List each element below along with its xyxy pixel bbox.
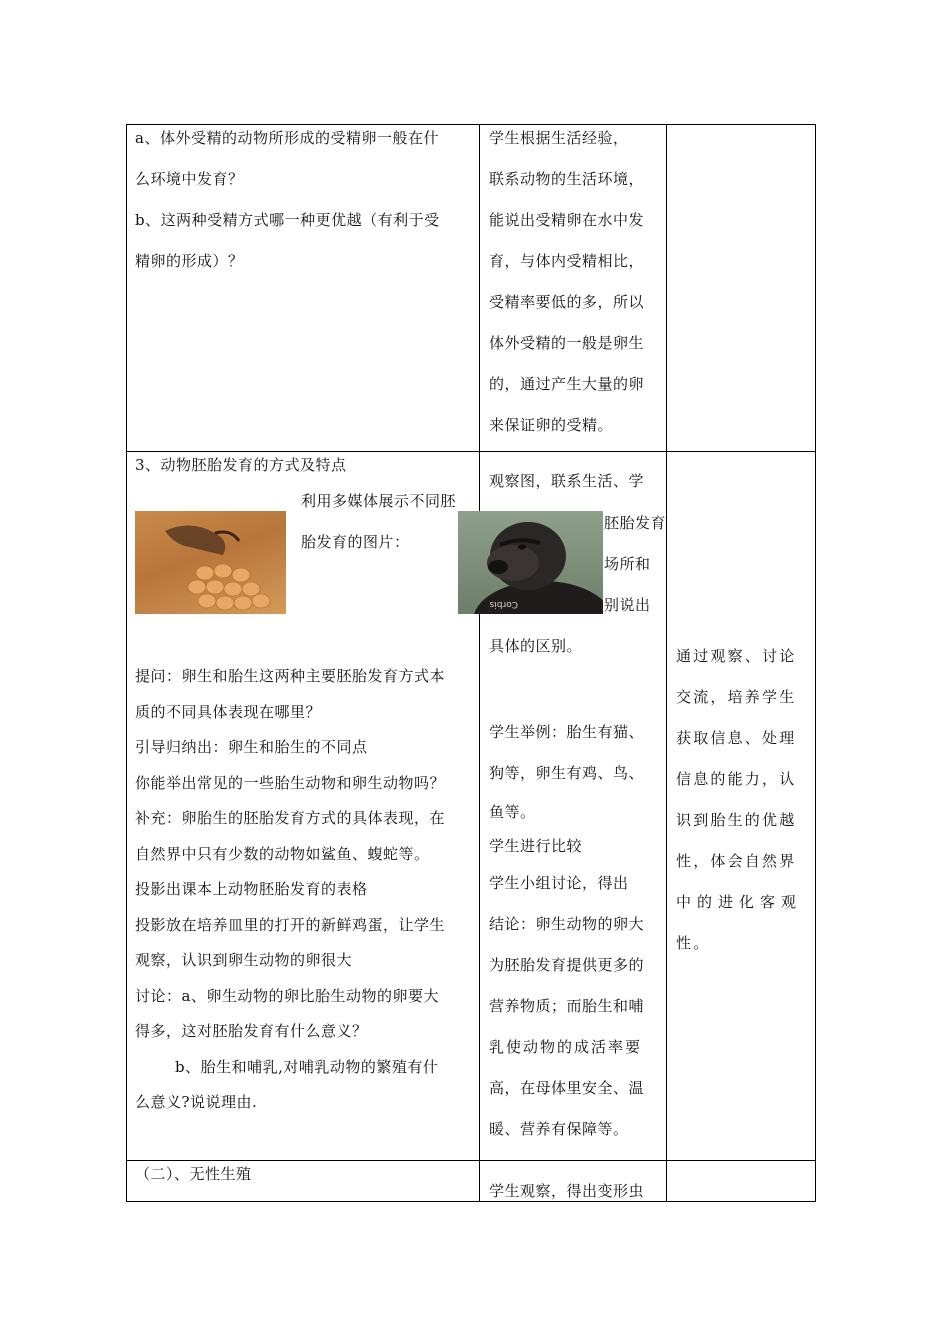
teacher-line: 得多，这对胚胎发育有什么意义？ <box>135 1022 368 1040</box>
teacher-line: 投影出课本上动物胚胎发育的表格 <box>135 880 368 898</box>
student-line: 狗等，卵生有鸡、鸟、 <box>489 764 645 782</box>
student-line: 营养物质；而胎生和哺 <box>489 997 645 1015</box>
observe-line: 场所和 <box>604 555 651 573</box>
teacher-line: 引导归纳出：卵生和胎生的不同点 <box>135 738 368 756</box>
goal-line: 性，体会自然界 <box>676 852 797 870</box>
row1-student-cell <box>489 118 661 446</box>
student-line: 学生进行比较 <box>489 837 583 855</box>
teacher-line: 提问：卵生和胎生这两种主要胚胎发育方式本 <box>135 667 446 685</box>
eggs-illustration <box>135 511 286 614</box>
teacher-line: 质的不同具体表现在哪里？ <box>135 702 322 721</box>
observe-line: 胚胎发育 <box>604 514 667 532</box>
student-line: 来保证卵的受精。 <box>489 416 614 434</box>
eggs-photo <box>135 511 286 614</box>
question-line: b、这两种受精方式哪一种更优越（有利于受 <box>135 211 440 229</box>
student-line: 结论：卵生动物的卵大 <box>489 915 645 933</box>
goal-line: 信息的能力，认 <box>676 770 797 788</box>
student-line: 学生根据生活经验， <box>489 129 629 147</box>
section-heading: 3、动物胚胎发育的方式及特点 <box>135 456 347 474</box>
teacher-line: 补充：卵胎生的胚胎发育方式的具体表现，在 <box>135 809 446 827</box>
gorilla-photo <box>458 511 603 614</box>
teacher-line: 讨论：a、卵生动物的卵比胎生动物的卵要大 <box>135 986 439 1005</box>
student-line: 受精率要低的多，所以 <box>489 293 645 311</box>
student-line: 暖、营养有保障等。 <box>489 1120 629 1138</box>
row2-goal-cell <box>676 636 810 964</box>
student-line: 能说出受精卵在水中发 <box>489 211 645 229</box>
student-line: 学生举例：胎生有猫、 <box>489 723 645 741</box>
image-intro <box>301 481 473 563</box>
goal-line: 识到胎生的优越 <box>676 811 797 829</box>
row-divider <box>126 451 816 452</box>
teacher-line: 你能举出常见的一些胎生动物和卵生动物吗？ <box>135 773 446 792</box>
teacher-line: 自然界中只有少数的动物如鲨鱼、蝮蛇等。 <box>135 844 430 863</box>
student-line: 学生观察，得出变形虫 <box>489 1182 645 1200</box>
teacher-line: 观察，认识到卵生动物的卵很大 <box>135 951 353 969</box>
goal-line: 通过观察、讨论 <box>676 647 797 665</box>
intro-line: 利用多媒体展示不同胚 <box>301 492 457 510</box>
column-divider <box>666 124 667 1202</box>
row-divider <box>126 1160 816 1161</box>
student-line: 育，与体内受精相比， <box>489 252 645 270</box>
student-line: 的，通过产生大量的卵 <box>489 375 645 393</box>
student-line: 乳使动物的成活率要 <box>489 1038 643 1056</box>
goal-line: 获取信息、处理 <box>676 729 797 747</box>
student-line: 为胚胎发育提供更多的 <box>489 956 645 974</box>
observe-line: 具体的区别。 <box>489 637 583 655</box>
goal-line: 中的进化客观 <box>676 893 803 911</box>
goal-line: 交流，培养学生 <box>676 688 797 706</box>
observe-line: 观察图，联系生活、学 <box>489 472 645 490</box>
gorilla-illustration <box>458 511 603 614</box>
question-line: a、体外受精的动物所形成的受精卵一般在什 <box>135 129 439 147</box>
teacher-line: b、胎生和哺乳,对哺乳动物的繁殖有什 <box>175 1057 439 1076</box>
student-line: 鱼等。 <box>489 803 536 821</box>
row2-student-cell <box>489 712 661 1150</box>
student-line: 学生小组讨论，得出 <box>489 874 629 892</box>
goal-line: 性。 <box>676 934 711 952</box>
student-line: 体外受精的一般是卵生 <box>489 334 645 352</box>
observe-line: 别说出 <box>604 596 651 614</box>
row2-teacher-cell <box>135 659 473 1121</box>
column-divider <box>479 124 480 1202</box>
teacher-line: 么意义?说说理由. <box>135 1093 258 1111</box>
row1-teacher-cell <box>135 118 473 282</box>
watermark-text: Corbis <box>489 599 518 609</box>
section-heading: （二）、无性生殖 <box>135 1165 252 1183</box>
intro-line: 胎发育的图片： <box>301 533 410 551</box>
teacher-line: 投影放在培养皿里的打开的新鲜鸡蛋，让学生 <box>135 915 446 934</box>
student-line: 高，在母体里安全、温 <box>489 1079 645 1097</box>
question-line: 精卵的形成）？ <box>135 252 244 270</box>
question-line: 么环境中发育？ <box>135 170 244 188</box>
student-line: 联系动物的生活环境， <box>489 170 645 188</box>
